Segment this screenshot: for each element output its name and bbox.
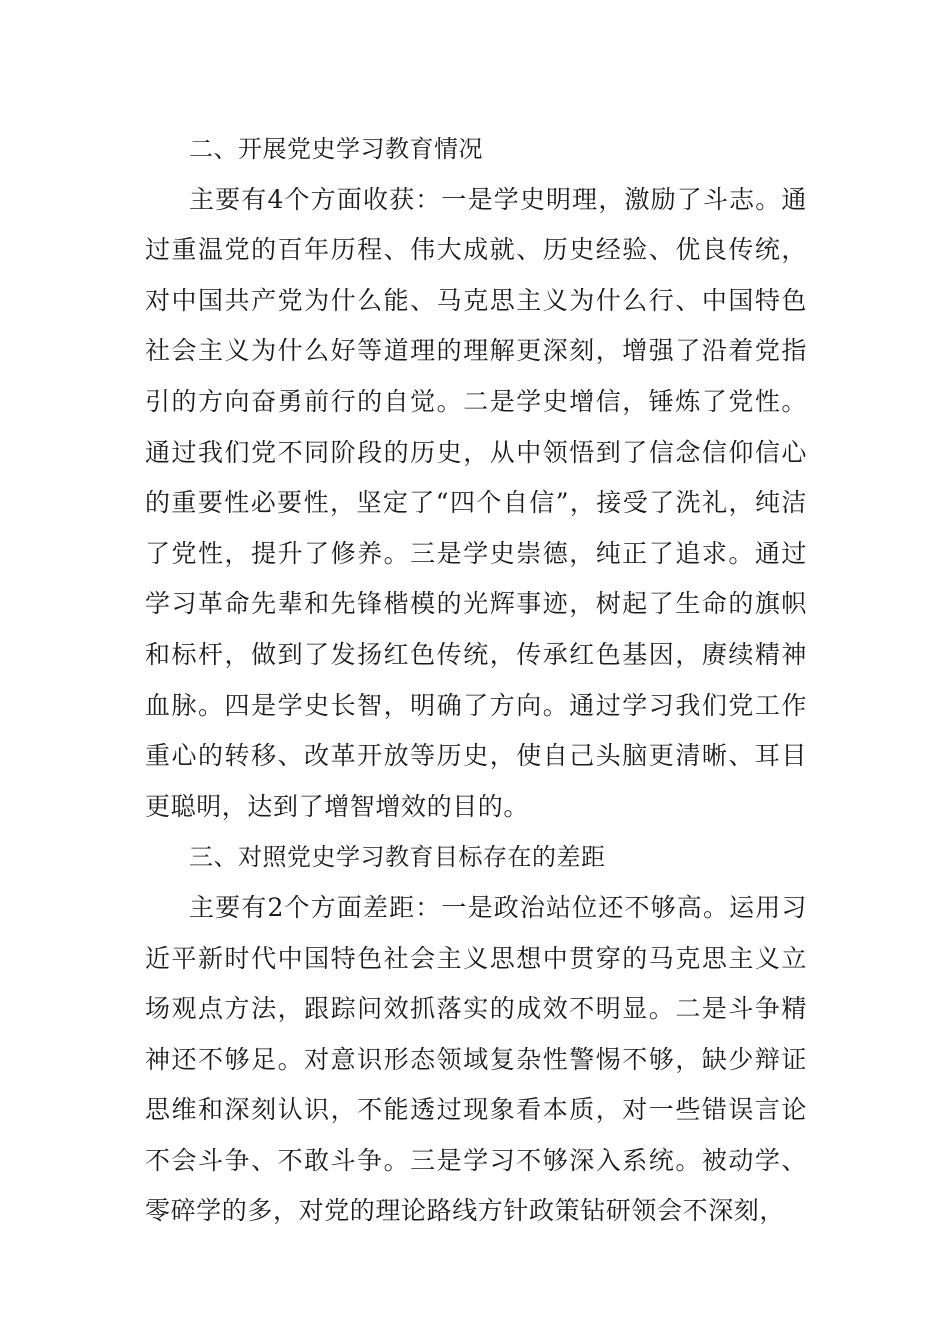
section-3-heading: 三、对照党史学习教育目标存在的差距 — [189, 843, 606, 872]
section-3-paragraph: 主要有2个方面差距：一是政治站位还不够高。运用习近平新时代中国特色社会主义思想中贯穿的马克思主义立场观点方法，跟踪问效抓落实的成效不明显。二是斗争精神还不够足。对意识形态领域复杂性警惕不够，缺少辩证思维和深刻认识，不能透过现象看本质，对一些错误言论不会斗争、不敢斗争。三是学习不够深入系统。被动学、零碎学的多，对党的理论路线方针政策钻研领会不深刻， — [145, 892, 807, 1226]
section-2-paragraph: 主要有4个方面收获：一是学史明理，激励了斗志。通过重温党的百年历程、伟大成就、历史经验、优良传统，对中国共产党为什么能、马克思主义为什么行、中国特色社会主义为什么好等道理的理解更深刻，增强了沿着党指引的方向奋勇前行的自觉。二是学史增信，锤炼了党性。通过我们党不同阶段的历史，从中领悟到了信念信仰信心的重要性必要性，坚定了“四个自信”，接受了洗礼，纯洁了党性，提升了修养。三是学史崇德，纯正了追求。通过学习革命先辈和先锋楷模的光辉事迹，树起了生命的旗帜和标杆，做到了发扬红色传统，传承红色基因，赓续精神血脉。四是学史长智，明确了方向。通过学习我们党工作重心的转移、改革开放等历史，使自己头脑更清晰、耳目更聪明，达到了增智增效的目的。 — [145, 184, 807, 821]
document-body — [145, 124, 807, 1237]
section-2-heading: 二、开展党史学习教育情况 — [189, 135, 483, 163]
